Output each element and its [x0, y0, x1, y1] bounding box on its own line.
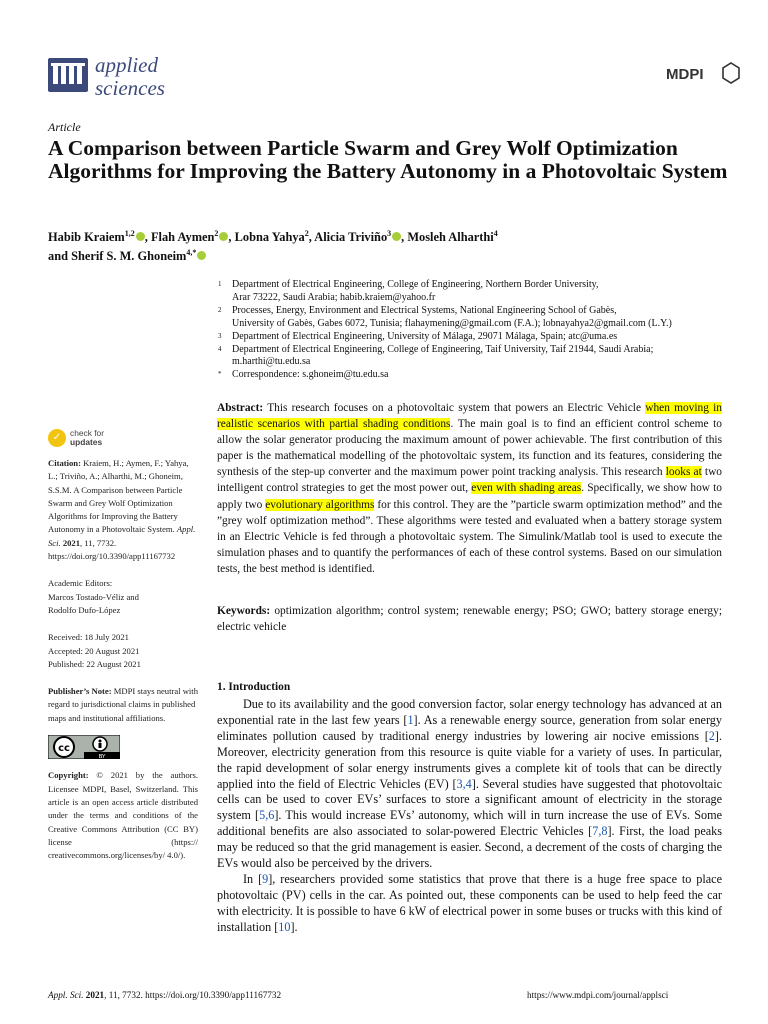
paragraph-text: ]. As a renewable energy source, generation from solar energy eliminates pollution caused by traditional energy industries by lowering air nocive emissions [ — [217, 712, 722, 743]
academic-editors-label: Academic Editors: — [48, 578, 113, 589]
author-name: Lobna Yahya — [234, 230, 305, 245]
check-updates-line1: check for — [70, 428, 104, 439]
paragraph-text: ]. This would increase EVs’ autonomy, which will in turn increase the use of EVs. Some additional benefits are also associated to solar-powered Electric Vehicles [ — [217, 808, 722, 839]
author-separator: , — [308, 230, 315, 245]
abstract-text-4: . Specifically, we show how to apply two — [217, 482, 723, 511]
keywords-label: Keywords: — [217, 605, 271, 617]
affiliation-line: Department of Electrical Engineering, College of Engineering, Taif University, Taif 21944, Saudi Arabia; — [232, 343, 654, 355]
paragraph-text: ], researchers provided some statistics that prove that there is a huge free space to place photovoltaic (PV) cells in the car. As pointed out, these components can be used to help feed the car with electricity. It is possible to have 6 kW of electrical power in some buses or trucks with this kind of installation [ — [217, 871, 722, 934]
affiliations — [218, 279, 738, 382]
abstract-text-3: two intelligent control strategies to get the most power out, — [217, 466, 722, 495]
check-icon: ✓ — [48, 429, 66, 447]
keywords-text: optimization algorithm; control system; renewable energy; PSO; GWO; battery storage energy; electric vehicle — [217, 605, 722, 634]
paragraph-text: Due to its availability and the good conversion factor, solar energy technology has advanced at an exponential rate in the last few years [ — [217, 697, 722, 727]
paragraph-text: ]. Several studies have suggested that photovoltaic cells can be used to cover EVs’ surfaces to store a significant amount of electricity in the storage system [ — [217, 776, 722, 823]
copyright-label: Copyright: — [48, 770, 89, 781]
citation-ref-link[interactable]: 5,6 — [259, 808, 275, 823]
abstract-highlight-2: looks at — [665, 466, 702, 479]
orcid-icon[interactable] — [136, 232, 145, 241]
abstract-highlight-4: evolutionary algorithms — [265, 498, 375, 511]
affiliation-mark: 1 — [218, 280, 222, 288]
affiliation-item — [218, 344, 738, 370]
author-separator: , — [401, 230, 408, 245]
author-name: Habib Kraiem — [48, 230, 125, 245]
publisher-note-text: MDPI stays neutral with regard to jurisdictional claims in published maps and institutional affiliations. — [48, 686, 198, 723]
journal-logo-icon — [48, 58, 88, 92]
citation-label: Citation: — [48, 458, 81, 468]
affiliation-item — [218, 305, 738, 331]
affiliation-line: University of Gabès, Gabes 6072, Tunisia; flahaymening@gmail.com (F.A.); lobnayahya2@gmail.com (L.Y.) — [232, 317, 672, 329]
copyright-text: © 2021 by the authors. Licensee MDPI, Basel, Switzerland. This article is an open access article distributed under the terms and conditions of the Creative Commons Attribution (CC BY) license (https:// creativecommons.org/licenses/by/ 4.0/). — [48, 770, 198, 861]
mdpi-logo-icon — [722, 62, 740, 84]
paragraph-text: ]. Moreover, electricity generation from this resource is quite viable for a variety of uses. In particular, the rapid development of solar energy instruments gives a complete kit of tools that can be directly applied into the field of Electric Vehicles (EV) [ — [217, 728, 722, 791]
author-separator: , — [228, 230, 235, 245]
received-date: Received: 18 July 2021 — [48, 632, 129, 643]
abstract-highlight-1: when moving in realistic scenarios with partial shading conditions — [217, 402, 722, 431]
check-updates-line2: updates — [70, 437, 103, 447]
author-name: Alicia Triviño — [314, 230, 388, 245]
orcid-icon[interactable] — [197, 251, 206, 260]
editor-2: Rodolfo Dufo-López — [48, 604, 121, 615]
citation-year: 2021 — [62, 537, 80, 548]
author-affiliation-mark: 1,2 — [124, 229, 135, 238]
author-affiliation-mark: 2 — [304, 229, 309, 238]
author-name: Mosleh Alharthi — [407, 230, 494, 245]
affiliation-line: m.harthi@tu.edu.sa — [232, 356, 311, 368]
publisher-note-label: Publisher’s Note: — [48, 686, 112, 697]
author-name: Flah Aymen — [150, 230, 215, 245]
citation-volume-doi[interactable]: , 11, 7732. https://doi.org/10.3390/app11167732 — [48, 537, 176, 562]
publisher-note — [48, 685, 198, 725]
abstract-text-2: . The main goal is to find an efficient control scheme to allow the solar generator producing the maximum amount of power achievable. The first contribution of this paper is the mathematical modelling of the photovoltaic system, its function and its features, considering the synthesis of the step-up converter and the maximum power point tracking analysis. This research — [217, 418, 722, 479]
author-list — [48, 226, 738, 264]
paragraph-text: ]. First, the load peaks may be reduced so that the grid management is easier. Second, a decrement of the costs of charging the EVs would also be perceived by the drivers. — [217, 824, 722, 871]
keywords — [217, 603, 722, 635]
sidebar — [48, 429, 198, 862]
article-type: Article — [48, 120, 81, 134]
author-name: and Sherif S. M. Ghoneim — [48, 249, 187, 264]
citation-ref-link[interactable]: 7,8 — [592, 824, 608, 839]
footer-journal: Appl. Sci. — [48, 990, 84, 1000]
affiliation-line: Processes, Energy, Environment and Electrical Systems, National Engineering School of Gabès, — [232, 304, 617, 316]
affiliation-item — [218, 279, 738, 305]
article-title: A Comparison between Particle Swarm and Grey Wolf Optimization Algorithms for Improving the Battery Autonomy in a Photovoltaic System — [48, 136, 728, 183]
citation-journal: Appl. Sci. — [48, 524, 196, 548]
affiliation-line: Department of Electrical Engineering, University of Málaga, 29071 Málaga, Spain; atc@uma.es — [232, 330, 618, 342]
academic-editors — [48, 577, 198, 617]
introduction-paragraph-1 — [217, 697, 722, 872]
dates — [48, 631, 198, 671]
by-text: BY — [98, 754, 106, 760]
affiliation-mark: 3 — [218, 331, 222, 340]
author-affiliation-mark: 2 — [214, 229, 219, 238]
footer-volume-doi[interactable]: , 11, 7732. https://doi.org/10.3390/app11167732 — [104, 990, 282, 1000]
abstract — [217, 400, 722, 577]
abstract-text-5: for this control. They are the ”particle swarm optimization method” and the ”grey wolf optimization method”. These algorithms were tested and evaluated when a battery storage system in an Electric Vehicle is fed through a photovoltaic system. The Simulink/Matlab tool is used to execute the simulation phases and to quantify the performances of each of these control systems. Based on our simulation tests, the best method is identified. — [217, 498, 723, 575]
citation-text: Kraiem, H.; Aymen, F.; Yahya, L.; Triviño, A.; Alharthi, M.; Ghoneim, S.S.M. A Comparison between Particle Swarm and Grey Wolf Optimization Algorithms for Improving the Battery Autonomy in a Photovoltaic System. — [48, 458, 189, 535]
journal-name-line1: applied — [95, 53, 158, 77]
citation-ref-link[interactable]: 2 — [708, 728, 715, 743]
footer-citation — [48, 990, 281, 1000]
journal-name — [95, 54, 165, 100]
introduction-paragraph-2 — [217, 872, 722, 936]
affiliation-item — [218, 369, 738, 382]
accepted-date: Accepted: 20 August 2021 — [48, 645, 140, 656]
affiliation-line: Correspondence: s.ghoneim@tu.edu.sa — [232, 369, 389, 381]
citation-ref-link[interactable]: 10 — [278, 919, 291, 934]
footer-journal-url[interactable]: https://www.mdpi.com/journal/applsci — [527, 990, 669, 1000]
author-affiliation-mark: 4,* — [186, 248, 197, 258]
journal-name-line2: sciences — [95, 76, 165, 100]
orcid-icon[interactable] — [392, 232, 401, 241]
abstract-highlight-3: even with shading areas — [471, 482, 582, 495]
cc-by-license-icon[interactable] — [48, 735, 120, 759]
affiliation-mark: 4 — [218, 344, 222, 353]
abstract-label: Abstract: — [217, 402, 264, 414]
copyright — [48, 769, 198, 862]
paragraph-text: ]. — [290, 919, 298, 934]
affiliation-item — [218, 331, 738, 344]
published-date: Published: 22 August 2021 — [48, 658, 141, 669]
affiliation-mark: 2 — [218, 305, 222, 314]
author-affiliation-mark: 4 — [493, 229, 498, 238]
section-heading-introduction: 1. Introduction — [217, 681, 291, 693]
citation-ref-link[interactable]: 3,4 — [456, 776, 472, 791]
author-affiliation-mark: 3 — [387, 229, 392, 238]
paragraph-text: In [ — [243, 871, 263, 886]
author-separator: , — [144, 230, 151, 245]
affiliation-line: Arar 73222, Saudi Arabia; habib.kraiem@yahoo.fr — [232, 291, 436, 303]
publisher-logo-text: MDPI — [666, 66, 704, 83]
citation-ref-link[interactable]: 9 — [262, 871, 269, 886]
introduction-body — [217, 697, 722, 936]
editor-1: Marcos Tostado-Véliz and — [48, 591, 139, 602]
affiliation-mark: * — [218, 370, 222, 379]
abstract-text-1: This research focuses on a photovoltaic system that powers an Electric Vehicle — [263, 402, 646, 414]
cc-text: cc — [58, 743, 70, 755]
footer-year: 2021 — [85, 990, 105, 1000]
check-for-updates-button[interactable] — [48, 429, 198, 447]
citation-ref-link[interactable]: 1 — [407, 712, 414, 727]
affiliation-line: Department of Electrical Engineering, College of Engineering, Northern Border University, — [232, 279, 599, 290]
citation — [48, 457, 198, 563]
